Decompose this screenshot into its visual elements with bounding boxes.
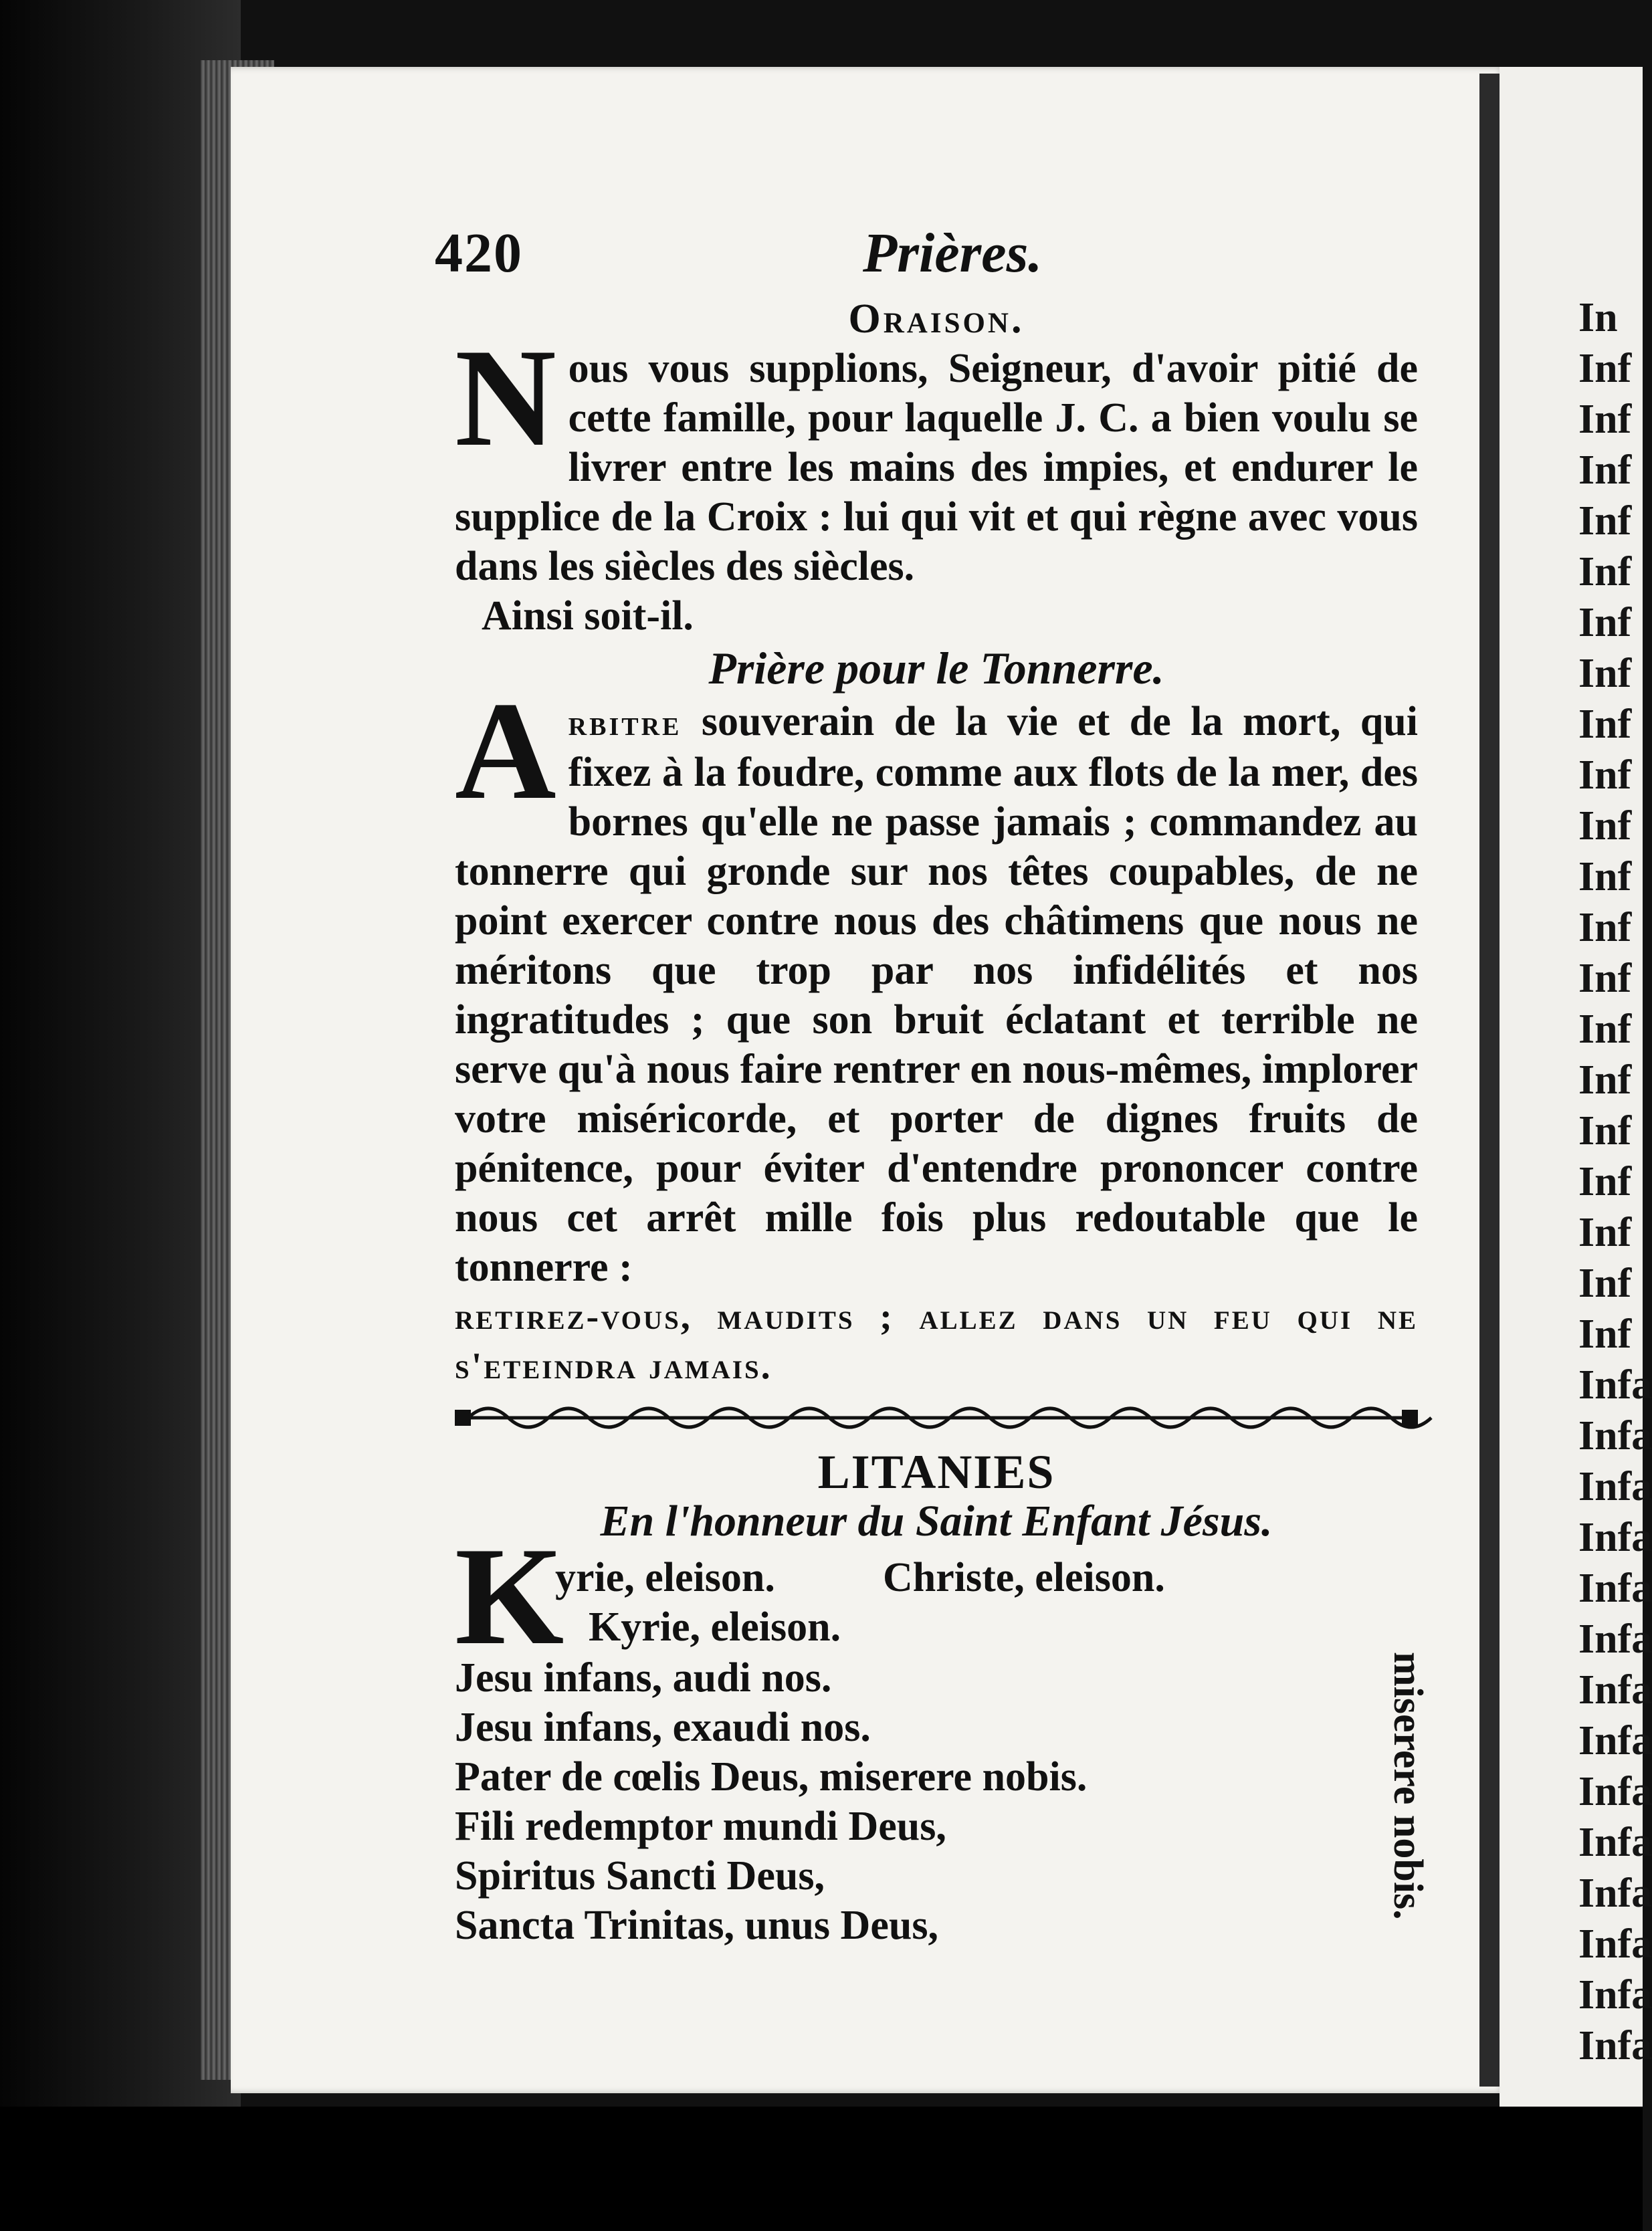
litanies-christe: Christe, eleison. [883, 1555, 1165, 1600]
ornamental-divider [455, 1398, 1418, 1438]
facing-page-word: Infa [1578, 2023, 1652, 2068]
dropcap-n: N [455, 320, 556, 475]
facing-page-word: Inf [1578, 1159, 1632, 1204]
facing-page-word: Inf [1578, 1261, 1632, 1306]
dropcap-k: K [455, 1519, 564, 1674]
facing-page-word: Inf [1578, 1210, 1632, 1255]
oraison-title: Oraison. [848, 296, 1025, 342]
litanies-kyrie-2: Kyrie, eleison. [589, 1604, 841, 1650]
facing-page-word: Inf [1578, 702, 1632, 747]
dropcap-a: A [455, 673, 556, 829]
running-head: Prières. [863, 222, 1043, 284]
litany-line: Sancta Trinitas, unus Deus, [455, 1903, 938, 1948]
facing-page-word: Inf [1578, 651, 1632, 696]
facing-page-word: Inf [1578, 854, 1632, 899]
facing-page-word: Inf [1578, 1311, 1632, 1357]
facing-page-word: In [1578, 295, 1618, 340]
litanies-title: LITANIES [817, 1445, 1055, 1499]
book-gutter [1479, 74, 1500, 2087]
facing-page-word: Infa [1578, 1972, 1652, 2018]
facing-page-word: Infa [1578, 1566, 1652, 1611]
facing-page-word: Infa [1578, 1667, 1652, 1713]
facing-page-word: Inf [1578, 1057, 1632, 1103]
facing-page-word: Infa [1578, 1921, 1652, 1967]
litany-response: miserere nobis. [1385, 1652, 1431, 1920]
facing-page-word: Inf [1578, 956, 1632, 1001]
facing-page-word: Infa [1578, 1871, 1652, 1916]
litany-line: Fili redemptor mundi Deus, [455, 1804, 946, 1849]
facing-page-word: Inf [1578, 1108, 1632, 1154]
scan-border-bottom [0, 2107, 1643, 2231]
facing-page-word: Infa [1578, 1616, 1652, 1662]
priere-tonnerre-text: souverain de la vie et de la mort, qui fixez à la foudre, comme aux flots de la mer, des bornes qu'elle ne passe jamais ; commandez au tonnerre qui gronde sur nos têtes coupables, de ne point exercer contre nous des châtimens que nous ne méritons que trop par nos infidélités et nos ingratitudes ; que son bruit éclatant et terrible ne serve qu'à nous faire rentrer en nous-mêmes, implorer votre miséricorde, et porter de dignes fruits de pénitence, pour éviter d'entendre prononcer contre nous cet arrêt mille fois plus redoutable que le tonnerre : [455, 699, 1419, 1290]
facing-page-word: Infa [1578, 1718, 1652, 1764]
litanies-kyrie-1: yrie, eleison. [555, 1555, 775, 1600]
page-header [435, 221, 1418, 294]
facing-page-word: Infa [1578, 1362, 1652, 1408]
facing-page-word: Inf [1578, 498, 1632, 544]
litany-line: Pater de cœlis Deus, miserere nobis. [455, 1754, 1088, 1800]
facing-page-word: Inf [1578, 600, 1632, 645]
facing-page-word: Inf [1578, 752, 1632, 798]
litany-line: Spiritus Sancti Deus, [455, 1853, 825, 1899]
page-content [455, 294, 1418, 1950]
facing-page-word: Inf [1578, 346, 1632, 391]
facing-page-word: Inf [1578, 447, 1632, 493]
priere-tonnerre-paragraph [455, 673, 1419, 1292]
page-number: 420 [435, 222, 523, 284]
litany-line: Jesu infans, exaudi nos. [455, 1705, 871, 1750]
facing-page-word: Infa [1578, 1769, 1652, 1814]
facing-page-word: Inf [1578, 1006, 1632, 1052]
litany-line: Jesu infans, audi nos. [455, 1655, 832, 1701]
facing-page-word: Inf [1578, 549, 1632, 595]
facing-page-word: Infa [1578, 1413, 1652, 1459]
oraison-amen: Ainsi soit-il. [482, 593, 694, 639]
book-page-right [1500, 67, 1652, 2127]
oraison-text: ous vous supplions, Seigneur, d'avoir pitié de cette famille, pour laquelle J. C. a bien voulu se livrer entre les mains des impies, et endurer le supplice de la Croix : lui qui vit et qui règne avec vous dans les siècles des siècles. [455, 346, 1418, 589]
priere-tonnerre-title: Prière pour le Tonnerre. [708, 643, 1164, 694]
litanies-subtitle: En l'honneur du Saint Enfant Jésus. [600, 1497, 1273, 1546]
litany-response-vertical [1378, 1652, 1438, 1973]
priere-tonnerre-quote: retirez-vous, maudits ; allez dans un feu qui ne s'eteindra jamais. [455, 1296, 1418, 1387]
facing-page-word: Inf [1578, 803, 1632, 849]
facing-page-word: Infa [1578, 1820, 1652, 1865]
facing-page-word: Infa [1578, 1515, 1652, 1560]
facing-page-word: Infa [1578, 1464, 1652, 1509]
oraison-paragraph [455, 320, 1418, 591]
first-word: rbitre [568, 703, 682, 743]
facing-page-word: Inf [1578, 397, 1632, 442]
facing-page-word: Inf [1578, 905, 1632, 950]
